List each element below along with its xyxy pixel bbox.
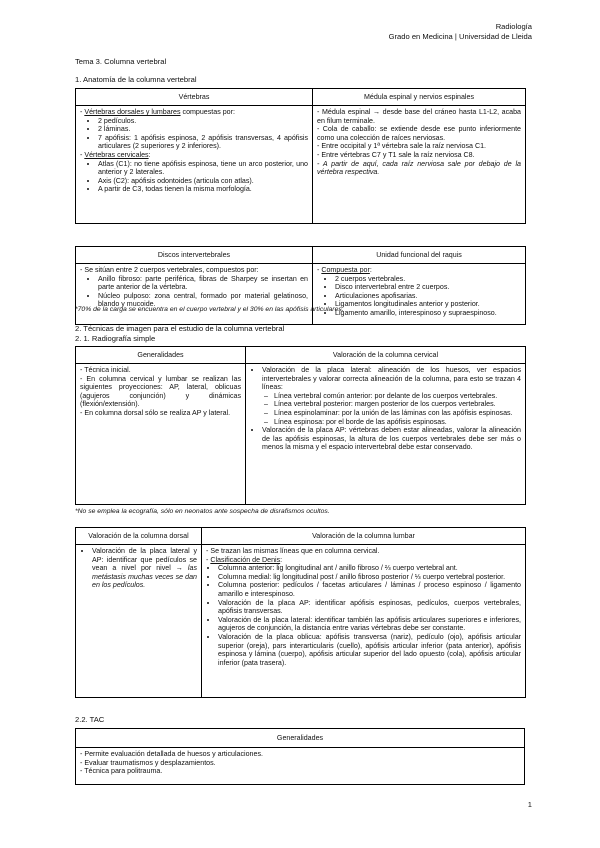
list-item: • Ligamento amarillo, interespinoso y supraespinoso. — [335, 309, 521, 318]
discs-table — [75, 246, 526, 325]
subsection-radiografia: 2. 1. Radiografía simple — [75, 334, 156, 343]
generalidades-cell — [76, 364, 246, 505]
list-item: • Valoración de la placa lateral y AP: identificar que pedículos se vean a nivel por nivel → las metástasis muchas veces se dan en los pedículos. — [92, 547, 197, 590]
list-item: • Columna medial: lig longitudinal post / anillo fibroso posterior / ⅓ cuerpo vertebral posterior. — [218, 573, 521, 582]
dorsal-list — [80, 547, 197, 590]
list-item: • 2 pedículos. — [98, 117, 308, 126]
eco-note: *No se emplea la ecografía, sólo en neonatos ante sospecha de disrafismos ocultos. — [75, 508, 330, 515]
list-item: • Núcleo pulposo: zona central, formado por material gelatinoso, blando y mucoide. — [98, 292, 308, 309]
medula-line: - Entre vértebras C7 y T1 sale la raíz nerviosa C8. — [317, 150, 475, 159]
tac-line: - Evaluar traumatismos y desplazamientos. — [80, 758, 216, 767]
list-item: – Línea vertebral posterior: margen posterior de los cuerpos vertebrales. — [276, 400, 521, 409]
list-item: • Articulaciones apofisarias. — [335, 292, 521, 301]
section-2-title: 2. Técnicas de imagen para el estudio de la columna vertebral — [75, 324, 285, 333]
dorsal-header: Valoración de la columna dorsal — [76, 528, 202, 545]
discos-intro: - Se sitúan entre 2 cuerpos vertebrales, compuestos por: — [80, 266, 259, 274]
generalidades-line: - Técnica inicial. — [80, 366, 131, 374]
dorsal-cell — [76, 545, 202, 698]
list-item: – Línea vertebral común anterior: por delante de los cuerpos vertebrales. — [276, 392, 521, 401]
generalidades-line: - En columna dorsal sólo se realiza AP y lateral. — [80, 408, 231, 417]
discos-list — [80, 275, 308, 309]
medula-header: Médula espinal y nervios espinales — [313, 89, 526, 106]
lumbar-list — [206, 564, 521, 667]
vertebras-parts-list — [80, 117, 308, 151]
list-item: • Valoración de la placa lateral: identificar también las apófisis articulares superiores e inferiores, agujeros de conjunción, la distancia entre varias vértebras debe ser constante. — [218, 616, 521, 633]
medula-line: - Entre occipital y 1ª vértebra sale la raíz nerviosa C1. — [317, 142, 487, 151]
cervical-list — [250, 366, 521, 452]
list-item: • Columna posterior: pedículos / facetas articulares / láminas / proceso espinoso / ligamento amarillo e interespinoso. — [218, 581, 521, 598]
tac-cell — [76, 748, 525, 785]
vertebras-header: Vértebras — [76, 89, 313, 106]
discos-header: Discos intervertebrales — [76, 247, 313, 264]
medula-cell — [313, 106, 526, 224]
medula-line: - Médula espinal → desde base del cráneo hasta L1-L2, acaba en filum terminale. — [317, 108, 521, 125]
vertebras-cell — [76, 106, 313, 224]
list-item: • Columna anterior: lig longitudinal ant / anillo fibroso / ⅔ cuerpo vertebral ant. — [218, 564, 521, 573]
list-item: • Anillo fibroso: parte periférica, fibras de Sharpey se insertan en parte anterior de la vértebra. — [98, 275, 308, 292]
header-subject: Radiología — [495, 22, 532, 31]
medula-line-italic: - A partir de aquí, cada raíz nerviosa sale por debajo de la vértebra respectiva. — [317, 159, 521, 177]
vertebras-intro: - Vértebras dorsales y lumbares compuestas por: — [80, 108, 235, 116]
running-header — [389, 22, 532, 42]
discos-cell — [76, 264, 313, 325]
generalidades-line: - En columna cervical y lumbar se realizan las siguientes proyecciones: AP, lateral, oblicuas (agujeros conjunción) y dinámicas (flexión/extensión). — [80, 374, 241, 409]
unidad-cell — [313, 264, 526, 325]
medula-line: - Cola de caballo: se extiende desde ese punto inferiormente como una colección de raíces nerviosas. — [317, 125, 521, 142]
list-item: • A partir de C3, todas tienen la misma morfología. — [98, 185, 308, 194]
list-item: • Valoración de la placa AP: identificar apófisis espinosas, pedículos, cuerpos vertebrales, apófisis transversas. — [218, 599, 521, 616]
tac-generalidades-header: Generalidades — [76, 729, 525, 748]
cervicales-list — [80, 160, 308, 194]
tac-line: - Técnica para politrauma. — [80, 767, 163, 776]
cervicales-intro: - Vértebras cervicales: — [80, 150, 151, 159]
section-1-title: 1. Anatomía de la columna vertebral — [75, 75, 197, 84]
unidad-header: Unidad funcional del raquis — [313, 247, 526, 264]
lumbar-intro: - Se trazan las mismas líneas que en columna cervical. — [206, 547, 380, 555]
denis-title: - Clasificación de Denis: — [206, 555, 283, 564]
anatomy-table — [75, 88, 526, 224]
generalidades-header: Generalidades — [76, 347, 246, 364]
list-item: • Valoración de la placa oblicua: apófisis transversa (nariz), pedículo (ojo), apófisis articular superior (oreja), pars interarticularis (cuello), apófisis articular inferior (pata anterior), apófisis espinosa y lámina (cuerpo), apófisis articular superior del lado opuesto (cola), apófisis articular inferior (pata trasera). — [218, 633, 521, 667]
list-item: • Axis (C2): apófisis odontoides (articula con atlas). — [98, 177, 308, 186]
cervical-header: Valoración de la columna cervical — [246, 347, 526, 364]
list-item: • Ligamentos longitudinales anterior y posterior. — [335, 300, 521, 309]
cervical-lines-list — [262, 392, 521, 426]
list-item: • 2 cuerpos vertebrales. — [335, 275, 521, 284]
tac-line: - Permite evaluación detallada de huesos y articulaciones. — [80, 750, 263, 758]
list-item: • 7 apófisis: 1 apófisis espinosa, 2 apófisis transversas, 4 apófisis articulares (2 superiores y 2 inferiores). — [98, 134, 308, 151]
lumbar-cell — [202, 545, 526, 698]
list-item: • Valoración de la placa lateral: alineación de los huesos, ver espacios intervertebrales y valorar correcta alineación de la columna, para esto se trazan 4 líneas: – Línea vertebral común anterior: por delante de los cuerpos vertebrales. – Línea vertebral posterior: margen posterior de los cuerpos vertebrales. – Línea espinolaminar: por la unión de las láminas con las apófisis espinosas. – Línea espinosa: por el borde de las apófisis espinosas. — [262, 366, 521, 426]
list-item: – Línea espinolaminar: por la unión de las láminas con las apófisis espinosas. — [276, 409, 521, 418]
radiografia-table — [75, 346, 526, 505]
cervical-cell — [246, 364, 526, 505]
lumbar-header: Valoración de la columna lumbar — [202, 528, 526, 545]
dorsal-lumbar-table — [75, 527, 526, 698]
header-degree: Grado en Medicina | Universidad de Lleida — [388, 32, 532, 41]
unidad-intro: - Compuesta por: — [317, 266, 372, 274]
load-note: *70% de la carga se encuentra en el cuerpo vertebral y el 30% en las apófisis articulares. — [75, 306, 344, 313]
tac-table — [75, 728, 525, 785]
topic-title: Tema 3. Columna vertebral — [75, 57, 167, 66]
page-number: 1 — [527, 800, 532, 809]
list-item: • Atlas (C1): no tiene apófisis espinosa, tiene un arco posterior, uno anterior y 2 laterales. — [98, 160, 308, 177]
list-item: • 2 láminas. — [98, 125, 308, 134]
list-item: • Disco intervertebral entre 2 cuerpos. — [335, 283, 521, 292]
list-item: • Valoración de la placa AP: vértebras deben estar alineadas, valorar la alineación de las apófisis espinosas, la altura de los cuerpos vertebrales debe ser más o menos la misma y el espacio intervertebral debe estar conservado. — [262, 426, 521, 452]
list-item: – Línea espinosa: por el borde de las apófisis espinosas. — [276, 418, 521, 427]
subsection-tac: 2.2. TAC — [75, 715, 105, 724]
unidad-list — [317, 275, 521, 318]
